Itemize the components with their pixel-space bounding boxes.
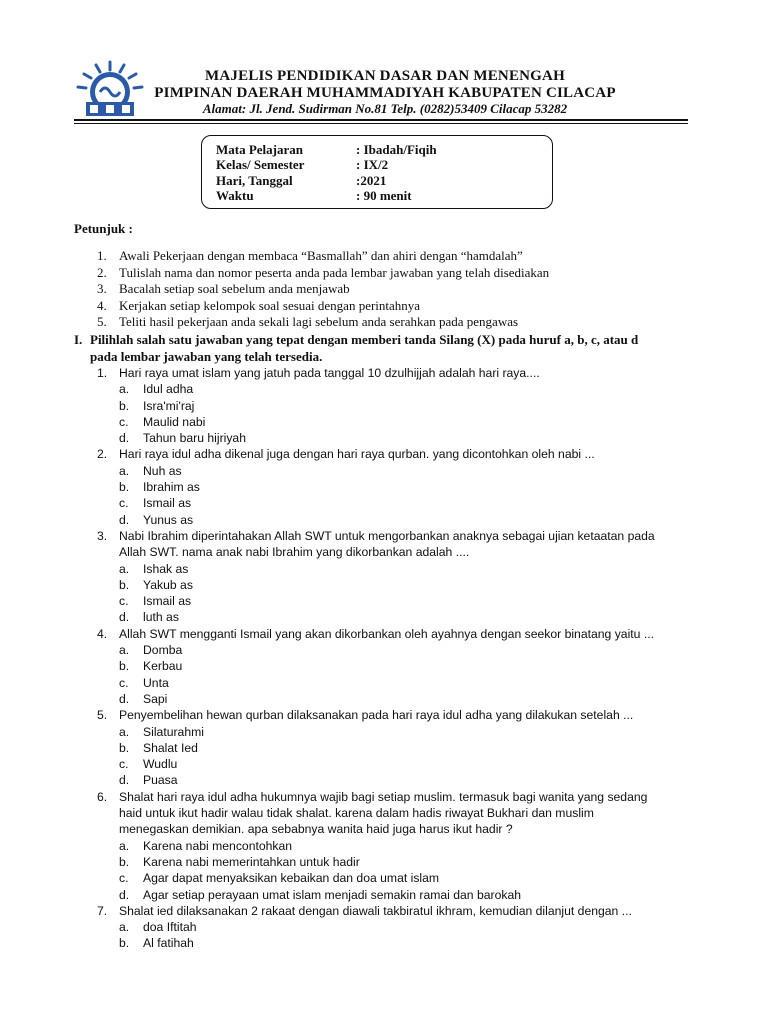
instruction-num: 3. xyxy=(97,281,107,296)
question-number: 2. xyxy=(97,447,108,462)
instruction-num: 5. xyxy=(97,314,107,329)
option-text: Silaturahmi xyxy=(143,724,204,739)
instruction-text: Tulislah nama dan nomor peserta anda pada lembar jawaban yang telah disediakan xyxy=(119,264,550,280)
instruction-num: 2. xyxy=(97,264,107,280)
option-letter: b. xyxy=(119,936,130,951)
option xyxy=(97,740,697,756)
option-letter: b. xyxy=(119,659,130,674)
option xyxy=(97,642,697,658)
option-letter: a. xyxy=(119,724,130,739)
question-text: Shalat ied dilaksanakan 2 rakaat dengan diawali takbiratul ikhram, kemudian dilanjut dengan ... xyxy=(119,903,632,918)
option-text: Ismail as xyxy=(143,594,192,609)
option-text: Karena nabi memerintahkan untuk hadir xyxy=(143,854,360,869)
option-text: Nuh as xyxy=(143,463,182,478)
option-letter: c. xyxy=(119,675,129,690)
option xyxy=(97,495,697,511)
option-letter: b. xyxy=(119,740,130,755)
option-letter: d. xyxy=(119,431,130,446)
question-text: Hari raya idul adha dikenal juga dengan hari raya qurban. yang dicontohkan oleh nabi ... xyxy=(119,447,595,462)
question-number: 6. xyxy=(97,789,108,804)
instruction-num: 4. xyxy=(97,297,107,313)
option-letter: a. xyxy=(119,920,130,935)
instruction-item xyxy=(97,281,549,298)
option xyxy=(97,887,697,903)
question-3-cont xyxy=(97,544,697,560)
instruction-item xyxy=(97,314,549,331)
institution-address: Alamat: Jl. Jend. Sudirman No.81 Telp. (0282)53409 Cilacap 53282 xyxy=(202,101,568,116)
option xyxy=(97,919,697,935)
instructions-title: Petunjuk : xyxy=(74,221,133,236)
option-letter: c. xyxy=(119,594,129,609)
question-text: Penyembelihan hewan qurban dilaksanakan pada hari raya idul adha yang dilakukan setelah ... xyxy=(119,708,634,723)
instruction-text: Awali Pekerjaan dengan membaca “Basmallah” dan ahiri dengan “hamdalah” xyxy=(119,248,523,263)
question-number: 4. xyxy=(97,626,108,641)
option xyxy=(97,772,697,788)
option xyxy=(97,724,697,740)
option-letter: b. xyxy=(119,480,130,495)
option-letter: c. xyxy=(119,496,129,511)
option xyxy=(97,512,697,528)
option-text: Agar dapat menyaksikan kebaikan dan doa umat islam xyxy=(143,871,440,886)
option-letter: a. xyxy=(119,561,130,576)
option-letter: d. xyxy=(119,773,130,788)
instruction-item xyxy=(97,298,549,315)
option-letter: c. xyxy=(119,871,129,886)
question-1 xyxy=(97,365,697,381)
question-4 xyxy=(97,626,697,642)
option xyxy=(97,430,697,446)
option-text: Unta xyxy=(143,675,169,690)
muhammadiyah-logo-icon xyxy=(74,56,146,120)
question-text: Allah SWT. nama anak nabi Ibrahim yang dikorbankan adalah .... xyxy=(119,545,470,560)
question-text: Shalat hari raya idul adha hukumnya wajib bagi setiap muslim. termasuk bagi wanita yang sedang xyxy=(119,789,648,804)
instruction-item xyxy=(97,265,549,282)
question-text: Hari raya umat islam yang jatuh pada tanggal 10 dzulhijjah adalah hari raya.... xyxy=(119,366,540,380)
question-text: Allah SWT mengganti Ismail yang akan dikorbankan oleh ayahnya dengan seekor binatang yaitu ... xyxy=(119,626,655,641)
info-row-time xyxy=(216,188,412,204)
instruction-text: Bacalah setiap soal sebelum anda menjawab xyxy=(119,281,350,296)
option xyxy=(97,756,697,772)
institution-name: MAJELIS PENDIDIKAN DASAR DAN MENENGAH xyxy=(205,68,565,84)
option-text: Al fatihah xyxy=(143,936,194,951)
option-text: Shalat Ied xyxy=(143,740,198,755)
option-text: Wudlu xyxy=(143,757,178,772)
option-letter: b. xyxy=(119,577,130,592)
info-value: : IX/2 xyxy=(356,157,389,172)
question-2 xyxy=(97,446,697,462)
info-value: : Ibadah/Fiqih xyxy=(356,142,437,157)
option-text: Ismail as xyxy=(143,496,192,511)
question-number: 1. xyxy=(97,366,108,380)
option-letter: d. xyxy=(119,610,130,625)
option xyxy=(97,609,697,625)
instruction-text: Teliti hasil pekerjaan anda sekali lagi sebelum anda serahkan pada pengawas xyxy=(119,314,519,329)
option-text: Agar setiap perayaan umat islam menjadi semakin ramai dan barokah xyxy=(143,887,522,902)
option-text: Tahun baru hijriyah xyxy=(143,431,246,446)
info-row-class xyxy=(216,157,388,173)
option-text: Idul adha xyxy=(143,382,194,397)
question-text: Nabi Ibrahim diperintahakan Allah SWT untuk mengorbankan anaknya sebagai ujian ketaatan pada xyxy=(119,528,655,543)
institution-subname: PIMPINAN DAERAH MUHAMMADIYAH KABUPATEN CILACAP xyxy=(154,85,616,101)
option xyxy=(97,935,697,951)
option-letter: d. xyxy=(119,887,130,902)
info-label: Waktu xyxy=(216,188,254,203)
question-7 xyxy=(97,903,697,919)
question-6 xyxy=(97,789,697,805)
header-rule-thin xyxy=(74,123,688,124)
info-row-date xyxy=(216,173,386,189)
option xyxy=(97,593,697,609)
info-value: :2021 xyxy=(356,173,387,188)
option xyxy=(97,658,697,674)
question-number: 3. xyxy=(97,528,108,543)
option-letter: a. xyxy=(119,382,130,397)
section-instruction-line: Pilihlah salah satu jawaban yang tepat dengan memberi tanda Silang (X) pada huruf a, b, c, atau d xyxy=(90,332,639,347)
option-text: Sapi xyxy=(143,691,168,706)
option xyxy=(97,414,697,430)
info-label: Mata Pelajaran xyxy=(216,142,304,157)
option-letter: c. xyxy=(119,757,129,772)
question-number: 5. xyxy=(97,708,108,723)
question-text: haid untuk ikut hadir walau tidak shalat. karena dalam hadis riwayat Bukhari dan muslim xyxy=(119,806,594,821)
option-text: Ibrahim as xyxy=(143,480,200,495)
question-3 xyxy=(97,528,697,544)
option-text: luth as xyxy=(143,610,179,625)
option xyxy=(97,463,697,479)
option-letter: d. xyxy=(119,691,130,706)
option-text: Domba xyxy=(143,643,183,658)
option-text: Yakub as xyxy=(143,577,193,592)
option-text: doa Iftitah xyxy=(143,920,197,935)
instruction-num: 1. xyxy=(97,248,107,263)
option-text: Yunus as xyxy=(143,512,194,527)
option-letter: a. xyxy=(119,463,130,478)
option xyxy=(97,691,697,707)
option xyxy=(97,561,697,577)
instructions-list xyxy=(97,248,549,331)
option xyxy=(97,854,697,870)
option-letter: b. xyxy=(119,398,130,413)
option xyxy=(97,577,697,593)
option-text: Puasa xyxy=(143,773,178,788)
option-text: Isra'mi'raj xyxy=(143,398,195,413)
question-number: 7. xyxy=(97,903,108,918)
question-5 xyxy=(97,707,697,723)
option-letter: c. xyxy=(119,414,129,429)
instruction-item xyxy=(97,248,549,265)
option xyxy=(97,479,697,495)
info-row-subject xyxy=(216,142,437,158)
option-text: Ishak as xyxy=(143,561,189,576)
option xyxy=(97,381,697,397)
info-label: Hari, Tanggal xyxy=(216,173,293,188)
info-label: Kelas/ Semester xyxy=(216,157,305,172)
header-rule-thick xyxy=(74,119,688,121)
option xyxy=(97,398,697,414)
option-letter: b. xyxy=(119,854,130,869)
option xyxy=(97,838,697,854)
section-instruction-line: pada lembar jawaban yang telah tersedia. xyxy=(90,349,323,364)
question-6-cont xyxy=(97,821,697,837)
questions-list xyxy=(97,365,697,952)
section-number: I. xyxy=(74,332,83,347)
option-letter: a. xyxy=(119,838,130,853)
instruction-text: Kerjakan setiap kelompok soal sesuai dengan perintahnya xyxy=(119,297,421,313)
question-6-cont xyxy=(97,805,697,821)
option xyxy=(97,675,697,691)
option-text: Kerbau xyxy=(143,659,183,674)
option-text: Maulid nabi xyxy=(143,414,206,429)
option-text: Karena nabi mencontohkan xyxy=(143,838,293,853)
option-letter: a. xyxy=(119,643,130,658)
question-text: menegaskan demikian. apa sebabnya wanita haid juga harus ikut hadir ? xyxy=(119,822,513,837)
info-value: : 90 menit xyxy=(356,188,412,203)
option-letter: d. xyxy=(119,512,130,527)
option xyxy=(97,870,697,886)
exam-info-box xyxy=(201,135,553,209)
